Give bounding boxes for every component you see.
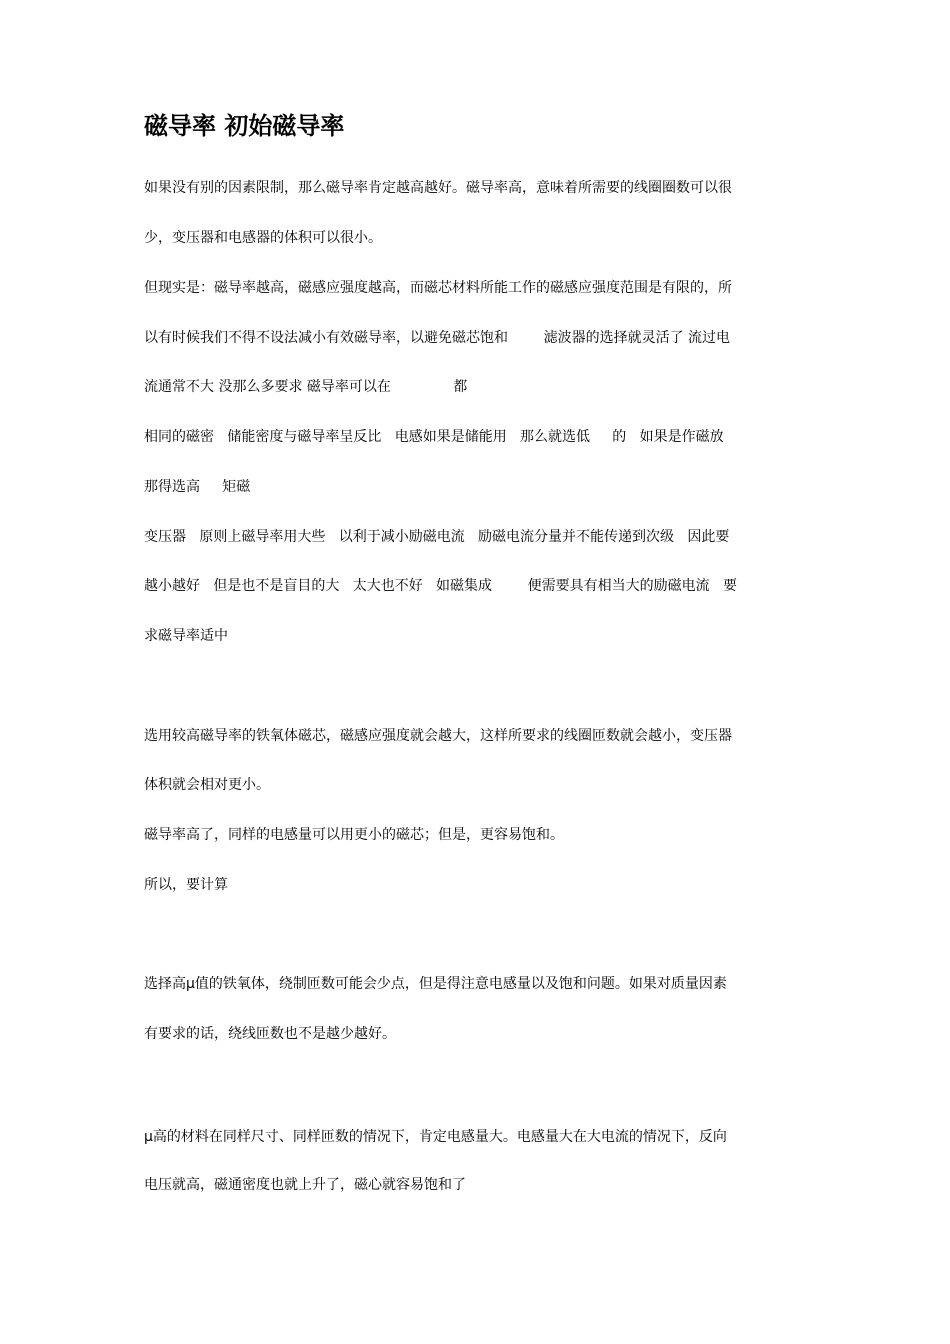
text-line-5: 流通常不大 没那么多要求 磁导率可以在 都	[144, 379, 468, 395]
text-line-2: 少，变压器和电感器的体积可以很小。	[144, 230, 382, 246]
text-line-7: 那得选高 矩磁	[144, 479, 251, 495]
text-line-9: 越小越好 但是也不是盲目的大 太大也不好 如磁集成 便需要具有相当大的励磁电流 要	[144, 578, 738, 594]
text-line-8: 变压器 原则上磁导率用大些 以利于减小励磁电流 励磁电流分量并不能传递到次级 因此要	[144, 529, 730, 545]
text-line-14: 所以，要计算	[144, 877, 228, 893]
text-line-10: 求磁导率适中	[144, 628, 228, 644]
text-line-12: 体积就会相对更小。	[144, 777, 270, 793]
text-line-18: 电压就高，磁通密度也就上升了，磁心就容易饱和了	[144, 1177, 466, 1193]
text-line-6: 相同的磁密 储能密度与磁导率呈反比 电感如果是储能用 那么就选低 的 如果是作磁放	[144, 429, 724, 445]
text-line-17: μ高的材料在同样尺寸、同样匝数的情况下，肯定电感量大。电感量大在大电流的情况下，反向	[144, 1129, 727, 1145]
text-line-16: 有要求的话，绕线匝数也不是越少越好。	[144, 1026, 396, 1042]
text-line-13: 磁导率高了，同样的电感量可以用更小的磁芯；但是，更容易饱和。	[144, 827, 564, 843]
text-line-11: 选用较高磁导率的铁氧体磁芯，磁感应强度就会越大，这样所要求的线圈匝数就会越小，变压器	[144, 728, 732, 744]
text-line-4: 以有时候我们不得不设法减小有效磁导率，以避免磁芯饱和 滤波器的选择就灵活了 流过电	[144, 330, 731, 346]
text-line-3: 但现实是：磁导率越高，磁感应强度越高，而磁芯材料所能工作的磁感应强度范围是有限的，所	[144, 280, 732, 296]
text-line-15: 选择高μ值的铁氧体，绕制匝数可能会少点，但是得注意电感量以及饱和问题。如果对质量因素	[144, 976, 727, 992]
page-title: 磁导率 初始磁导率	[144, 112, 345, 140]
text-line-1: 如果没有别的因素限制，那么磁导率肯定越高越好。磁导率高，意味着所需要的线圈圈数可以很	[144, 180, 732, 196]
